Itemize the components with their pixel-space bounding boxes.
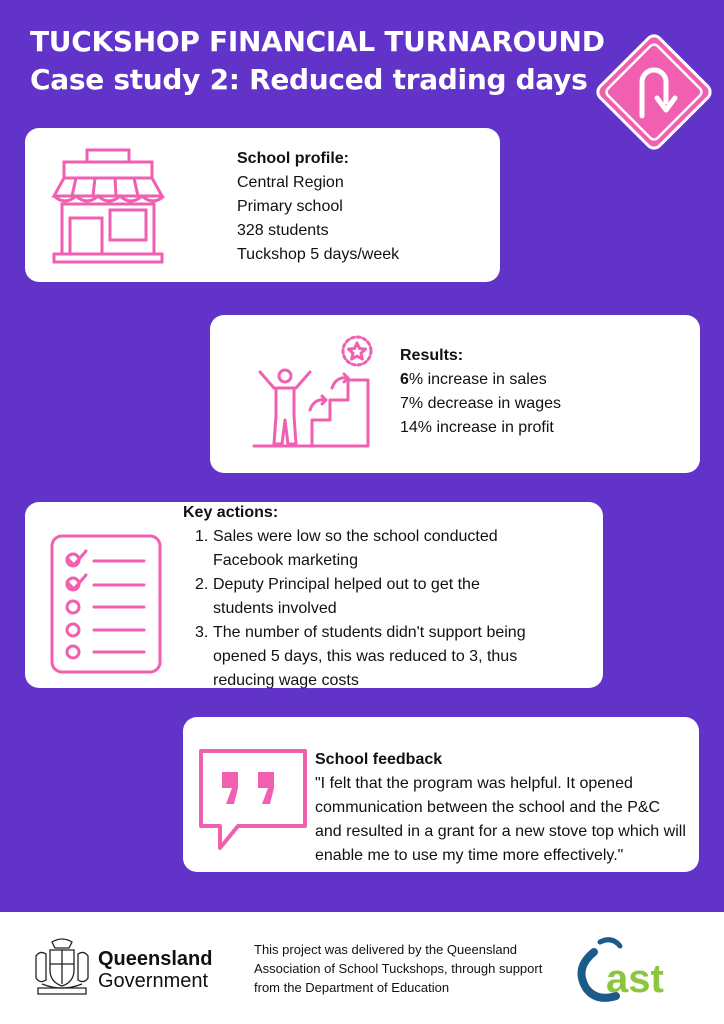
action-item	[183, 621, 543, 693]
profile-line: Tuckshop 5 days/week	[237, 246, 400, 263]
qld-gov: Government	[98, 970, 209, 992]
action-text: Sales were low so the school conducted Facebook marketing	[213, 528, 498, 569]
success-stairs-icon	[252, 334, 382, 450]
checklist-icon	[50, 534, 162, 674]
results-heading: Results:	[400, 347, 464, 364]
profile-heading: School profile:	[237, 150, 349, 167]
queensland-crest-logo	[30, 936, 94, 1000]
action-text: The number of students didn't support being opened 5 days, this was reduced to 3, thus reducing wage costs	[213, 624, 526, 689]
action-number: 3.	[195, 624, 209, 641]
page-subtitle: Case study 2: Reduced trading days	[30, 63, 588, 96]
action-number: 1.	[195, 528, 209, 545]
footer-note: This project was delivered by the Queensland Association of School Tuckshops, through support from the Department of Education	[254, 942, 543, 995]
action-item	[183, 573, 543, 621]
qld-government-wordmark	[98, 948, 212, 992]
action-number: 2.	[195, 576, 209, 593]
svg-text:ast: ast	[606, 957, 664, 1001]
sales-text: % increase in sales	[408, 371, 547, 388]
action-item	[183, 525, 543, 573]
profile-text	[237, 147, 399, 267]
results-text	[400, 344, 561, 440]
actions-text	[183, 501, 543, 693]
result-wages: 7% decrease in wages	[400, 395, 561, 412]
u-turn-sign-icon	[592, 30, 716, 154]
actions-heading: Key actions:	[183, 504, 279, 521]
feedback-text	[315, 748, 687, 868]
result-profit: 14% increase in profit	[400, 419, 554, 436]
sales-value: 6	[400, 371, 409, 388]
feedback-quote: "I felt that the program was helpful. It opened communication between the school and the P&C and resulted in a grant for a new stove top which will enable me to use my time more effectively."	[315, 775, 686, 864]
feedback-heading: School feedback	[315, 751, 443, 768]
qld-name: Queensland	[98, 948, 213, 970]
profile-line: Primary school	[237, 198, 343, 215]
page-title: TUCKSHOP FINANCIAL TURNAROUND	[30, 25, 605, 58]
qast-logo	[570, 934, 720, 1006]
result-sales	[400, 368, 561, 392]
action-text: Deputy Principal helped out to get the students involved	[213, 576, 480, 617]
quote-bubble-icon	[198, 748, 308, 852]
profile-line: 328 students	[237, 222, 329, 239]
shop-icon	[50, 146, 166, 268]
header	[30, 24, 605, 100]
actions-list	[183, 525, 543, 693]
profile-line: Central Region	[237, 174, 344, 191]
